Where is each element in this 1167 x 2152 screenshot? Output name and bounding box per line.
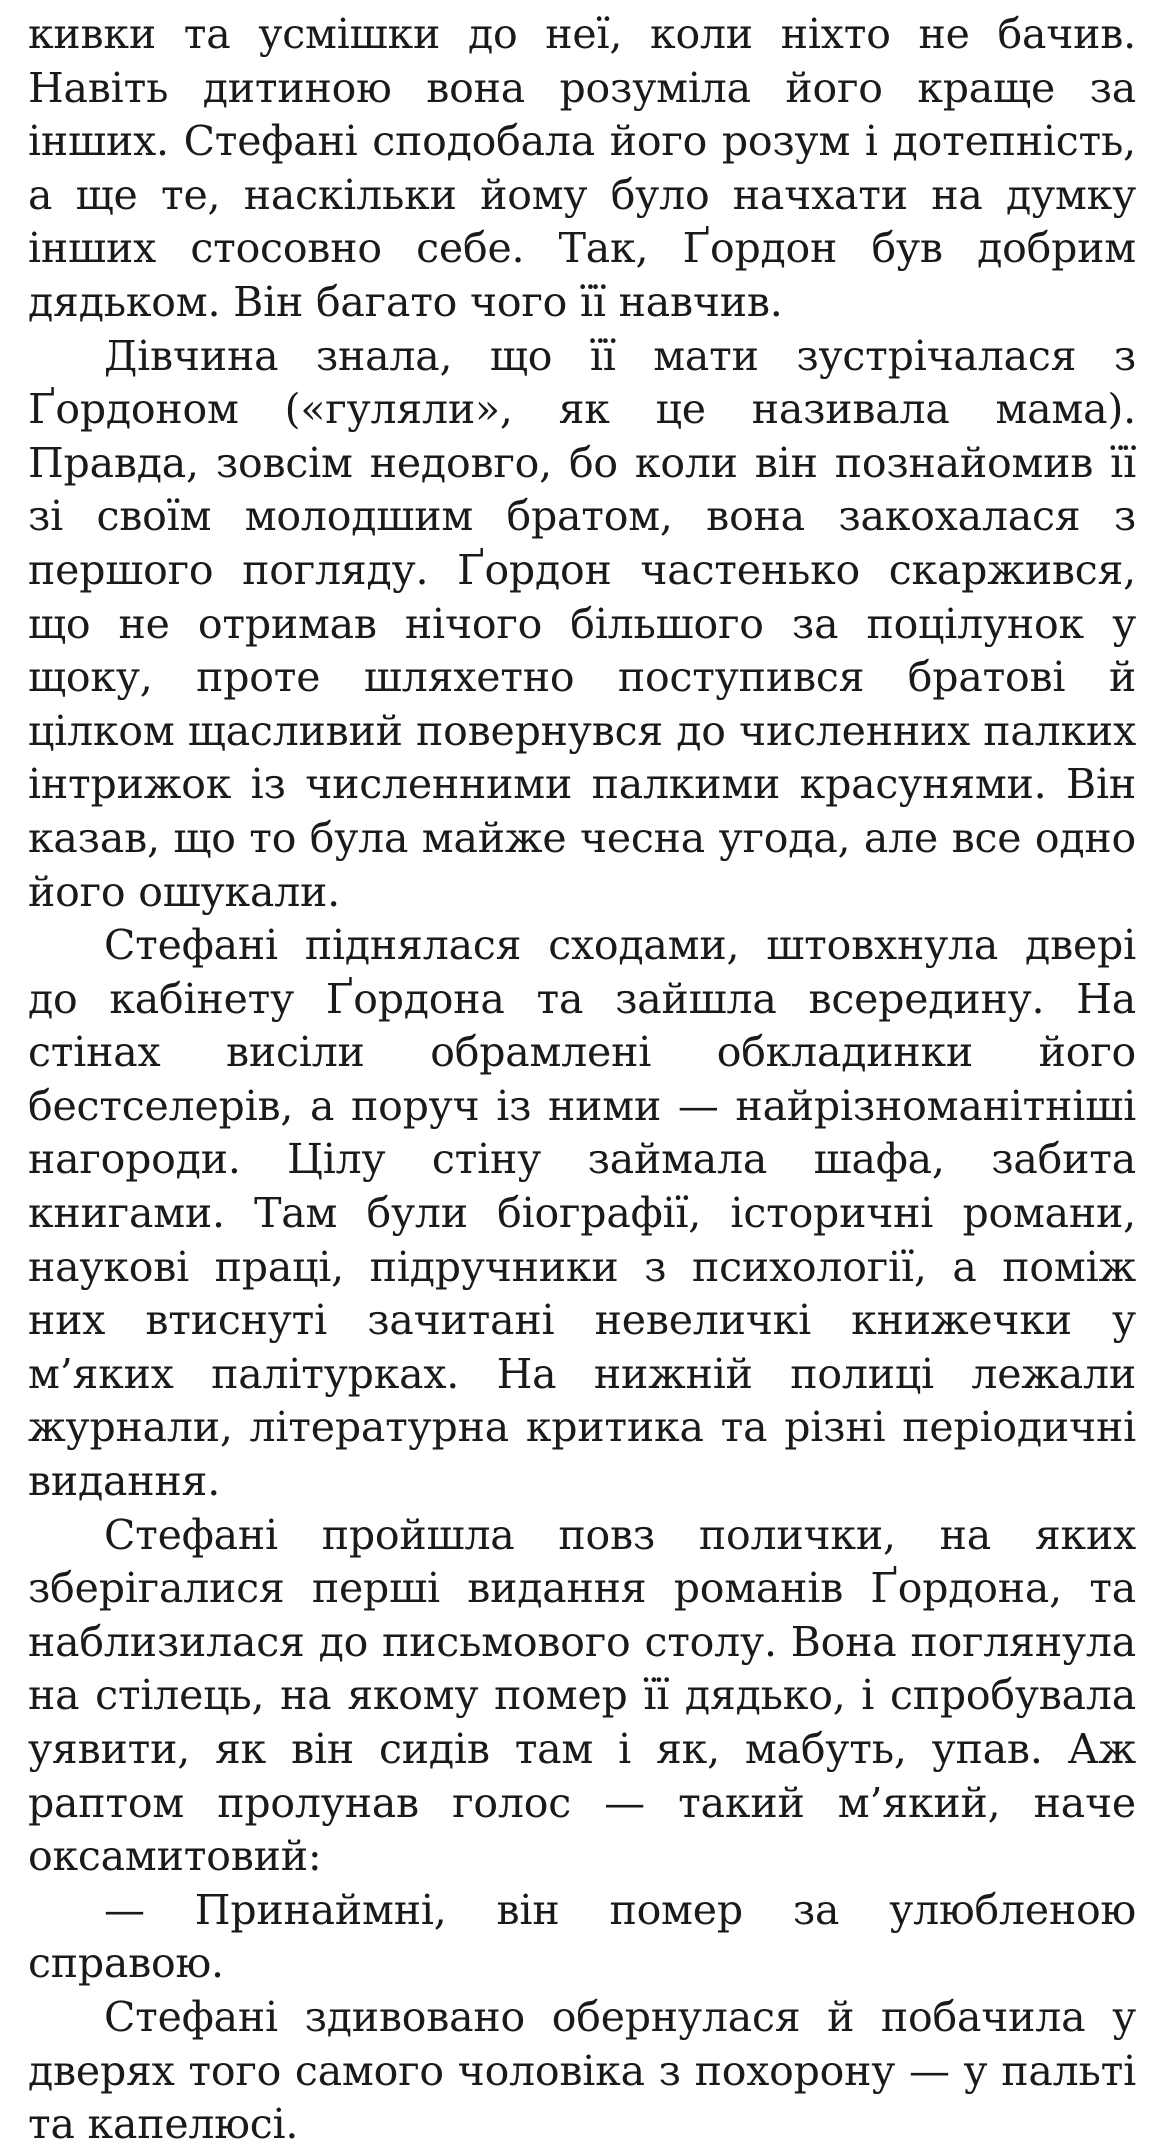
paragraph-2: Дівчина знала, що її мати зустрічалася з Ґордоном («гуляли», як це називала мама). Правда, зовсім недовго, бо коли він познайомив її зі своїм молодшим братом, вона закохалася з першого погляду. Ґордон частенько скаржився, що не отримав нічого більшого за поцілунок у щоку, проте шляхетно поступився братові й цілком щасливий повернувся до численних палких інтрижок із численними палкими красунями. Він казав, що то була майже чесна угода, але все одно його ошукали. [28,331,1136,916]
paragraph-3: Стефані піднялася сходами, штовхнула двері до кабінету Ґордона та зайшла всередину. На стінах висіли обрамлені обкладинки його бестселерів, а поруч із ними — найрізноманітніші нагороди. Цілу стіну займала шафа, забита книгами. Там були біографії, історичні романи, наукові праці, підручники з психології, а поміж них втиснуті зачитані невеличкі книжечки у м’яких палітурках. На нижній полиці лежали журнали, літературна критика та різні періодичні видання. [28,921,1136,1506]
dialogue-line: — Принаймні, він помер за улюбленою справою. [28,1885,1136,1988]
paragraph-4: Стефані пройшла повз полички, на яких зберігалися перші видання романів Ґордона, та наблизилася до письмового столу. Вона поглянула на стілець, на якому помер її дядько, і спробувала уявити, як він сидів там і як, мабуть, упав. Аж раптом пролунав голос — такий м’який, наче оксамитовий: [28,1510,1136,1881]
paragraph-6: Стефані здивовано обернулася й побачила у дверях того самого чоловіка з похорону — у пальті та капелюсі. [28,1992,1136,2149]
paragraph-1: кивки та усмішки до неї, коли ніхто не бачив. Навіть дитиною вона розуміла його краще за інших. Стефані сподобала його розум і дотепність, а ще те, наскільки йому було начхати на думку інших стосовно себе. Так, Ґордон був добрим дядьком. Він багато чого її навчив. [28,10,1136,326]
book-page [28,8,1136,2152]
